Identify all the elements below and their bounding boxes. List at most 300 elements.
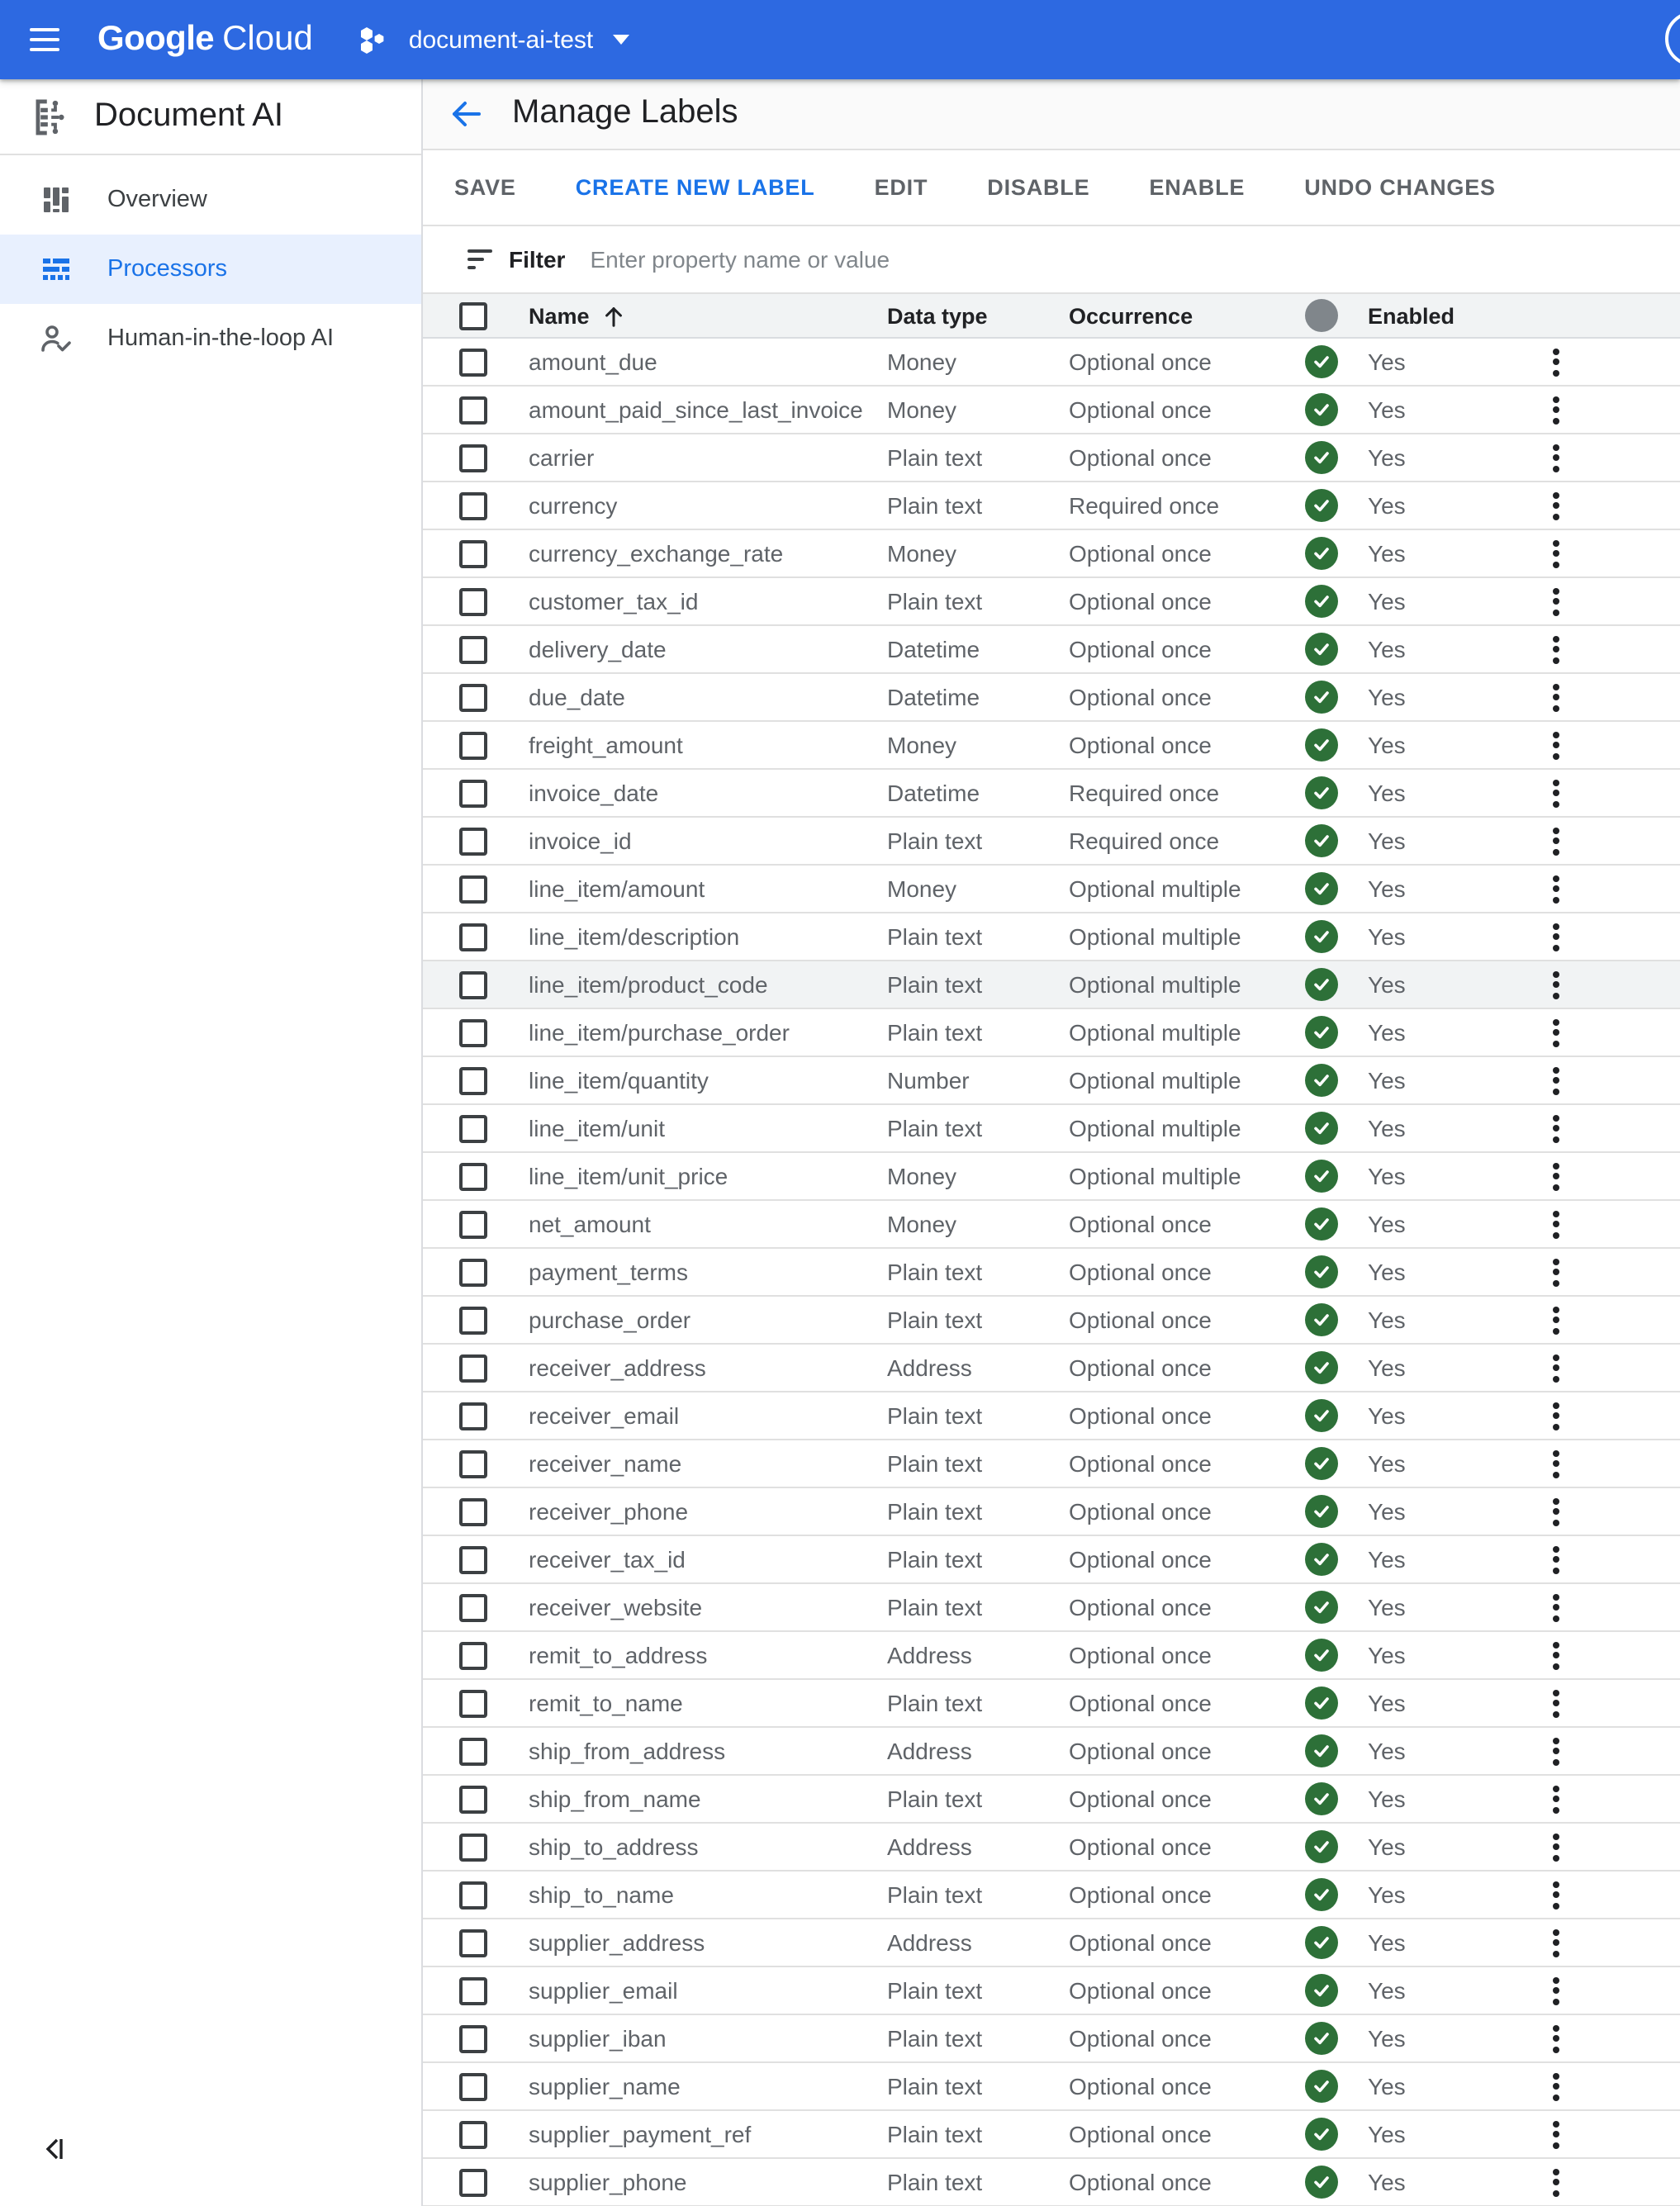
cell-enabled: Yes bbox=[1368, 1929, 1406, 1957]
column-header-occurrence[interactable]: Occurrence bbox=[1069, 303, 1194, 329]
row-checkbox[interactable] bbox=[459, 1545, 487, 1573]
row-checkbox[interactable] bbox=[459, 635, 487, 663]
cell-occurrence: Optional once bbox=[1069, 636, 1212, 663]
table-row[interactable] bbox=[423, 387, 1680, 434]
more-options-icon[interactable] bbox=[1543, 1925, 1569, 1960]
logo-word-google: Google bbox=[97, 20, 215, 58]
cell-name: supplier_payment_ref bbox=[529, 2121, 752, 2148]
action-toolbar bbox=[423, 149, 1680, 226]
cell-name: remit_to_address bbox=[529, 1642, 708, 1669]
row-checkbox[interactable] bbox=[459, 1928, 487, 1957]
cell-enabled: Yes bbox=[1368, 875, 1406, 903]
cell-occurrence: Optional once bbox=[1069, 2169, 1212, 2196]
cell-occurrence: Optional once bbox=[1069, 732, 1212, 759]
enabled-check-icon bbox=[1305, 872, 1338, 905]
enabled-check-icon bbox=[1305, 1255, 1338, 1288]
more-options-icon[interactable] bbox=[1543, 632, 1569, 667]
select-all-checkbox[interactable] bbox=[459, 301, 487, 330]
cell-occurrence: Optional once bbox=[1069, 1211, 1212, 1238]
disable-button[interactable]: DISABLE bbox=[967, 162, 1109, 213]
cell-enabled: Yes bbox=[1368, 1977, 1406, 2004]
table-row[interactable] bbox=[423, 1632, 1680, 1680]
enabled-check-icon bbox=[1305, 920, 1338, 953]
menu-icon[interactable] bbox=[30, 28, 63, 51]
row-checkbox[interactable] bbox=[459, 1785, 487, 1813]
cell-enabled: Yes bbox=[1368, 1594, 1406, 1621]
cell-name: line_item/description bbox=[529, 923, 740, 951]
cell-name: amount_paid_since_last_invoice bbox=[529, 396, 863, 424]
more-options-icon[interactable] bbox=[1543, 1302, 1569, 1337]
cell-occurrence: Optional multiple bbox=[1069, 923, 1241, 951]
status-circle-icon bbox=[1305, 299, 1338, 332]
cell-occurrence: Optional multiple bbox=[1069, 875, 1241, 903]
cell-name: supplier_email bbox=[529, 1977, 678, 2004]
row-checkbox[interactable] bbox=[459, 348, 487, 376]
more-options-icon[interactable] bbox=[1543, 1590, 1569, 1625]
row-checkbox[interactable] bbox=[459, 779, 487, 807]
cell-occurrence: Optional once bbox=[1069, 1594, 1212, 1621]
enabled-check-icon bbox=[1305, 824, 1338, 857]
cell-name: receiver_website bbox=[529, 1594, 703, 1621]
cell-occurrence: Optional multiple bbox=[1069, 1067, 1241, 1094]
row-checkbox[interactable] bbox=[459, 731, 487, 759]
cell-occurrence: Required once bbox=[1069, 492, 1220, 519]
more-options-icon[interactable] bbox=[1543, 1255, 1569, 1289]
cell-data-type: Address bbox=[887, 1929, 972, 1957]
more-options-icon[interactable] bbox=[1543, 967, 1569, 1002]
enabled-check-icon bbox=[1305, 1351, 1338, 1384]
cell-data-type: Plain text bbox=[887, 444, 983, 472]
cell-name: supplier_name bbox=[529, 2073, 681, 2100]
more-options-icon[interactable] bbox=[1543, 823, 1569, 858]
more-options-icon[interactable] bbox=[1543, 2021, 1569, 2056]
table-row[interactable] bbox=[423, 1009, 1680, 1057]
enabled-check-icon bbox=[1305, 1207, 1338, 1241]
cell-enabled: Yes bbox=[1368, 1307, 1406, 1334]
table-row[interactable] bbox=[423, 482, 1680, 530]
cell-name: ship_from_address bbox=[529, 1738, 726, 1765]
cell-name: ship_to_address bbox=[529, 1834, 699, 1861]
cell-occurrence: Optional once bbox=[1069, 1307, 1212, 1334]
cell-data-type: Plain text bbox=[887, 1546, 983, 1573]
enabled-check-icon bbox=[1305, 1591, 1338, 1624]
enabled-check-icon bbox=[1305, 1687, 1338, 1720]
cell-data-type: Plain text bbox=[887, 1259, 983, 1286]
more-options-icon[interactable] bbox=[1543, 440, 1569, 475]
row-checkbox[interactable] bbox=[459, 2120, 487, 2148]
cell-occurrence: Optional once bbox=[1069, 684, 1212, 711]
more-options-icon[interactable] bbox=[1543, 2117, 1569, 2151]
table-row[interactable] bbox=[423, 913, 1680, 961]
table-row[interactable] bbox=[423, 1536, 1680, 1584]
row-checkbox[interactable] bbox=[459, 1737, 487, 1765]
enabled-check-icon bbox=[1305, 441, 1338, 474]
human-in-the-loop-icon bbox=[40, 322, 73, 355]
cell-data-type: Plain text bbox=[887, 1402, 983, 1430]
create-new-label-button[interactable]: CREATE NEW LABEL bbox=[556, 162, 835, 213]
more-options-icon[interactable] bbox=[1543, 776, 1569, 810]
edit-button[interactable]: EDIT bbox=[855, 162, 948, 213]
processors-icon bbox=[40, 253, 73, 286]
cell-enabled: Yes bbox=[1368, 1354, 1406, 1382]
enabled-check-icon bbox=[1305, 681, 1338, 714]
column-header-name[interactable]: Name bbox=[529, 303, 590, 329]
table-row[interactable] bbox=[423, 530, 1680, 578]
back-arrow-icon bbox=[448, 96, 484, 132]
table-row[interactable] bbox=[423, 2159, 1680, 2206]
cell-name: currency_exchange_rate bbox=[529, 540, 784, 567]
enabled-check-icon bbox=[1305, 585, 1338, 618]
cell-occurrence: Optional multiple bbox=[1069, 1115, 1241, 1142]
filter-input-placeholder[interactable]: Enter property name or value bbox=[590, 246, 890, 273]
cell-enabled: Yes bbox=[1368, 1786, 1406, 1813]
cell-data-type: Address bbox=[887, 1738, 972, 1765]
cell-enabled: Yes bbox=[1368, 1402, 1406, 1430]
more-options-icon[interactable] bbox=[1543, 2069, 1569, 2104]
table-row[interactable] bbox=[423, 866, 1680, 913]
cell-enabled: Yes bbox=[1368, 1690, 1406, 1717]
cell-data-type: Money bbox=[887, 732, 957, 759]
more-options-icon[interactable] bbox=[1543, 584, 1569, 619]
table-row[interactable] bbox=[423, 1776, 1680, 1824]
table-row[interactable] bbox=[423, 2111, 1680, 2159]
more-options-icon[interactable] bbox=[1543, 871, 1569, 906]
row-checkbox[interactable] bbox=[459, 1641, 487, 1669]
cell-name: customer_tax_id bbox=[529, 588, 699, 615]
table-row[interactable] bbox=[423, 1345, 1680, 1392]
row-checkbox[interactable] bbox=[459, 1593, 487, 1621]
column-header-enabled[interactable]: Enabled bbox=[1368, 303, 1455, 329]
cell-occurrence: Optional once bbox=[1069, 1977, 1212, 2004]
row-checkbox[interactable] bbox=[459, 2072, 487, 2100]
cell-enabled: Yes bbox=[1368, 2121, 1406, 2148]
cell-enabled: Yes bbox=[1368, 684, 1406, 711]
cell-name: supplier_address bbox=[529, 1929, 705, 1957]
row-checkbox[interactable] bbox=[459, 1833, 487, 1861]
more-options-icon[interactable] bbox=[1543, 728, 1569, 762]
more-options-icon[interactable] bbox=[1543, 1063, 1569, 1098]
cell-name: ship_from_name bbox=[529, 1786, 701, 1813]
more-options-icon[interactable] bbox=[1543, 1638, 1569, 1672]
cell-enabled: Yes bbox=[1368, 1450, 1406, 1478]
cell-occurrence: Optional once bbox=[1069, 1929, 1212, 1957]
row-checkbox[interactable] bbox=[459, 1354, 487, 1382]
table-row[interactable] bbox=[423, 1105, 1680, 1153]
row-checkbox[interactable] bbox=[459, 444, 487, 472]
cell-enabled: Yes bbox=[1368, 780, 1406, 807]
cell-data-type: Plain text bbox=[887, 2073, 983, 2100]
cell-data-type: Money bbox=[887, 1163, 957, 1190]
cell-occurrence: Optional once bbox=[1069, 2073, 1212, 2100]
row-checkbox[interactable] bbox=[459, 396, 487, 424]
cell-enabled: Yes bbox=[1368, 2073, 1406, 2100]
enabled-check-icon bbox=[1305, 1303, 1338, 1336]
table-row[interactable] bbox=[423, 1919, 1680, 1967]
cell-data-type: Plain text bbox=[887, 2169, 983, 2196]
enabled-check-icon bbox=[1305, 1830, 1338, 1863]
row-checkbox[interactable] bbox=[459, 1210, 487, 1238]
more-options-icon[interactable] bbox=[1543, 344, 1569, 379]
row-checkbox[interactable] bbox=[459, 539, 487, 567]
overview-icon bbox=[40, 183, 73, 216]
collapse-nav-icon bbox=[40, 2134, 69, 2164]
cell-data-type: Plain text bbox=[887, 1115, 983, 1142]
row-checkbox[interactable] bbox=[459, 827, 487, 855]
table-row[interactable] bbox=[423, 674, 1680, 722]
table-row[interactable] bbox=[423, 1872, 1680, 1919]
table-row[interactable] bbox=[423, 1967, 1680, 2015]
document-ai-icon bbox=[28, 95, 71, 138]
cell-name: net_amount bbox=[529, 1211, 651, 1238]
more-options-icon[interactable] bbox=[1543, 1973, 1569, 2008]
cell-occurrence: Optional once bbox=[1069, 396, 1212, 424]
table-row[interactable] bbox=[423, 961, 1680, 1009]
row-checkbox[interactable] bbox=[459, 587, 487, 615]
table-row[interactable] bbox=[423, 1153, 1680, 1201]
cell-data-type: Datetime bbox=[887, 684, 980, 711]
cell-occurrence: Optional multiple bbox=[1069, 971, 1241, 999]
cell-name: line_item/quantity bbox=[529, 1067, 709, 1094]
table-body bbox=[423, 339, 1680, 2206]
enabled-check-icon bbox=[1305, 1543, 1338, 1576]
table-row[interactable] bbox=[423, 339, 1680, 387]
cell-occurrence: Optional once bbox=[1069, 1834, 1212, 1861]
enabled-check-icon bbox=[1305, 1064, 1338, 1097]
cell-name: line_item/amount bbox=[529, 875, 705, 903]
more-options-icon[interactable] bbox=[1543, 1446, 1569, 1481]
more-options-icon[interactable] bbox=[1543, 1781, 1569, 1816]
enabled-check-icon bbox=[1305, 2118, 1338, 2151]
table-row[interactable] bbox=[423, 1728, 1680, 1776]
product-header bbox=[0, 79, 421, 155]
cell-occurrence: Optional once bbox=[1069, 1450, 1212, 1478]
table-row[interactable] bbox=[423, 1824, 1680, 1872]
more-options-icon[interactable] bbox=[1543, 1207, 1569, 1241]
cell-name: supplier_phone bbox=[529, 2169, 687, 2196]
cell-name: receiver_address bbox=[529, 1354, 706, 1382]
row-checkbox[interactable] bbox=[459, 1402, 487, 1430]
cell-occurrence: Optional once bbox=[1069, 349, 1212, 376]
table-row[interactable] bbox=[423, 2063, 1680, 2111]
cell-data-type: Plain text bbox=[887, 923, 983, 951]
more-options-icon[interactable] bbox=[1543, 1350, 1569, 1385]
more-options-icon[interactable] bbox=[1543, 1111, 1569, 1146]
table-row[interactable] bbox=[423, 434, 1680, 482]
cell-name: freight_amount bbox=[529, 732, 683, 759]
cell-data-type: Plain text bbox=[887, 588, 983, 615]
table-row[interactable] bbox=[423, 1297, 1680, 1345]
row-checkbox[interactable] bbox=[459, 1162, 487, 1190]
more-options-icon[interactable] bbox=[1543, 2165, 1569, 2199]
cell-data-type: Number bbox=[887, 1067, 970, 1094]
cell-enabled: Yes bbox=[1368, 588, 1406, 615]
cell-name: invoice_id bbox=[529, 828, 632, 855]
project-name: document-ai-test bbox=[408, 26, 594, 54]
enabled-check-icon bbox=[1305, 1112, 1338, 1145]
cell-data-type: Plain text bbox=[887, 1594, 983, 1621]
cell-name: supplier_iban bbox=[529, 2025, 667, 2052]
row-checkbox[interactable] bbox=[459, 2168, 487, 2196]
enabled-check-icon bbox=[1305, 1878, 1338, 1911]
row-checkbox[interactable] bbox=[459, 1976, 487, 2004]
more-options-icon[interactable] bbox=[1543, 536, 1569, 571]
enabled-check-icon bbox=[1305, 1734, 1338, 1767]
cell-data-type: Plain text bbox=[887, 1450, 983, 1478]
cell-name: line_item/unit_price bbox=[529, 1163, 728, 1190]
cell-occurrence: Optional once bbox=[1069, 1498, 1212, 1525]
row-checkbox[interactable] bbox=[459, 1258, 487, 1286]
table-row[interactable] bbox=[423, 1440, 1680, 1488]
row-checkbox[interactable] bbox=[459, 2024, 487, 2052]
table-row[interactable] bbox=[423, 1392, 1680, 1440]
sidebar-item-label: Human-in-the-loop AI bbox=[107, 325, 335, 352]
more-options-icon[interactable] bbox=[1543, 1398, 1569, 1433]
cell-data-type: Plain text bbox=[887, 828, 983, 855]
cell-data-type: Address bbox=[887, 1834, 972, 1861]
cell-occurrence: Optional once bbox=[1069, 540, 1212, 567]
more-options-icon[interactable] bbox=[1543, 1494, 1569, 1529]
row-checkbox[interactable] bbox=[459, 1497, 487, 1525]
more-options-icon[interactable] bbox=[1543, 1686, 1569, 1720]
row-checkbox[interactable] bbox=[459, 923, 487, 951]
filter-icon bbox=[467, 249, 492, 270]
sidebar bbox=[0, 79, 423, 2206]
more-options-icon[interactable] bbox=[1543, 1015, 1569, 1050]
row-checkbox[interactable] bbox=[459, 1881, 487, 1909]
more-options-icon[interactable] bbox=[1543, 488, 1569, 523]
more-options-icon[interactable] bbox=[1543, 919, 1569, 954]
row-checkbox[interactable] bbox=[459, 1114, 487, 1142]
cell-data-type: Money bbox=[887, 540, 957, 567]
cell-name: line_item/product_code bbox=[529, 971, 768, 999]
table-row[interactable] bbox=[423, 626, 1680, 674]
cell-enabled: Yes bbox=[1368, 1019, 1406, 1046]
product-title: Document AI bbox=[94, 97, 284, 134]
filter-bar[interactable] bbox=[423, 226, 1680, 294]
table-row[interactable] bbox=[423, 1057, 1680, 1105]
cell-enabled: Yes bbox=[1368, 828, 1406, 855]
cell-occurrence: Optional once bbox=[1069, 2121, 1212, 2148]
row-checkbox[interactable] bbox=[459, 1066, 487, 1094]
table-row[interactable] bbox=[423, 1201, 1680, 1249]
cell-enabled: Yes bbox=[1368, 636, 1406, 663]
cell-enabled: Yes bbox=[1368, 1211, 1406, 1238]
cell-enabled: Yes bbox=[1368, 1163, 1406, 1190]
cell-enabled: Yes bbox=[1368, 2025, 1406, 2052]
cell-enabled: Yes bbox=[1368, 1546, 1406, 1573]
cell-enabled: Yes bbox=[1368, 1259, 1406, 1286]
sidebar-item-overview[interactable] bbox=[0, 165, 421, 235]
more-options-icon[interactable] bbox=[1543, 1829, 1569, 1864]
row-checkbox[interactable] bbox=[459, 1449, 487, 1478]
cell-name: receiver_email bbox=[529, 1402, 680, 1430]
enabled-check-icon bbox=[1305, 1447, 1338, 1480]
row-checkbox[interactable] bbox=[459, 1689, 487, 1717]
project-icon bbox=[358, 21, 394, 58]
cell-enabled: Yes bbox=[1368, 923, 1406, 951]
cell-data-type: Datetime bbox=[887, 636, 980, 663]
enabled-check-icon bbox=[1305, 2022, 1338, 2055]
cell-name: receiver_name bbox=[529, 1450, 682, 1478]
table-row[interactable] bbox=[423, 722, 1680, 770]
more-options-icon[interactable] bbox=[1543, 680, 1569, 714]
cell-enabled: Yes bbox=[1368, 349, 1406, 376]
save-button[interactable]: SAVE bbox=[434, 162, 536, 213]
row-checkbox[interactable] bbox=[459, 1306, 487, 1334]
sidebar-item-processors[interactable] bbox=[0, 235, 421, 304]
top-app-bar bbox=[0, 0, 1680, 79]
undo-changes-button[interactable]: UNDO CHANGES bbox=[1284, 162, 1516, 213]
more-options-icon[interactable] bbox=[1543, 1877, 1569, 1912]
row-checkbox[interactable] bbox=[459, 491, 487, 519]
collapse-sidebar-button[interactable] bbox=[40, 2134, 69, 2164]
enabled-check-icon bbox=[1305, 776, 1338, 809]
cell-data-type: Money bbox=[887, 875, 957, 903]
row-checkbox[interactable] bbox=[459, 875, 487, 903]
cell-data-type: Datetime bbox=[887, 780, 980, 807]
table-row[interactable] bbox=[423, 770, 1680, 818]
sidebar-nav bbox=[0, 155, 421, 373]
table-row[interactable] bbox=[423, 1249, 1680, 1297]
enabled-check-icon bbox=[1305, 2070, 1338, 2103]
cell-occurrence: Optional once bbox=[1069, 588, 1212, 615]
table-header-row bbox=[423, 294, 1680, 339]
more-options-icon[interactable] bbox=[1543, 392, 1569, 427]
more-options-icon[interactable] bbox=[1543, 1734, 1569, 1768]
back-button[interactable] bbox=[448, 96, 484, 132]
cell-data-type: Money bbox=[887, 1211, 957, 1238]
sidebar-item-human-in-the-loop-ai[interactable] bbox=[0, 304, 421, 373]
cell-data-type: Plain text bbox=[887, 2121, 983, 2148]
table-row[interactable] bbox=[423, 578, 1680, 626]
enabled-check-icon bbox=[1305, 1495, 1338, 1528]
table-row[interactable] bbox=[423, 1680, 1680, 1728]
cell-data-type: Plain text bbox=[887, 2025, 983, 2052]
table-row[interactable] bbox=[423, 818, 1680, 866]
cell-name: delivery_date bbox=[529, 636, 667, 663]
cell-name: payment_terms bbox=[529, 1259, 688, 1286]
more-options-icon[interactable] bbox=[1543, 1542, 1569, 1577]
cell-name: line_item/purchase_order bbox=[529, 1019, 790, 1046]
column-header-data-type[interactable]: Data type bbox=[887, 303, 988, 329]
enable-button[interactable]: ENABLE bbox=[1129, 162, 1265, 213]
project-selector[interactable] bbox=[358, 21, 629, 58]
cell-occurrence: Required once bbox=[1069, 828, 1220, 855]
more-options-icon[interactable] bbox=[1543, 1159, 1569, 1193]
row-checkbox[interactable] bbox=[459, 683, 487, 711]
cell-occurrence: Optional once bbox=[1069, 1690, 1212, 1717]
cell-data-type: Plain text bbox=[887, 1019, 983, 1046]
cell-enabled: Yes bbox=[1368, 1498, 1406, 1525]
search-bar-fragment[interactable] bbox=[1665, 12, 1680, 66]
table-row[interactable] bbox=[423, 1488, 1680, 1536]
cell-occurrence: Optional multiple bbox=[1069, 1019, 1241, 1046]
cell-enabled: Yes bbox=[1368, 492, 1406, 519]
cell-data-type: Plain text bbox=[887, 1881, 983, 1909]
cell-occurrence: Optional once bbox=[1069, 1354, 1212, 1382]
row-checkbox[interactable] bbox=[459, 970, 487, 999]
table-row[interactable] bbox=[423, 1584, 1680, 1632]
cell-occurrence: Optional once bbox=[1069, 1642, 1212, 1669]
cell-occurrence: Optional once bbox=[1069, 1259, 1212, 1286]
cell-occurrence: Optional multiple bbox=[1069, 1163, 1241, 1190]
cell-name: amount_due bbox=[529, 349, 657, 376]
row-checkbox[interactable] bbox=[459, 1018, 487, 1046]
sort-ascending-icon[interactable] bbox=[601, 303, 626, 328]
table-row[interactable] bbox=[423, 2015, 1680, 2063]
google-cloud-logo[interactable] bbox=[97, 20, 313, 59]
cell-data-type: Money bbox=[887, 396, 957, 424]
